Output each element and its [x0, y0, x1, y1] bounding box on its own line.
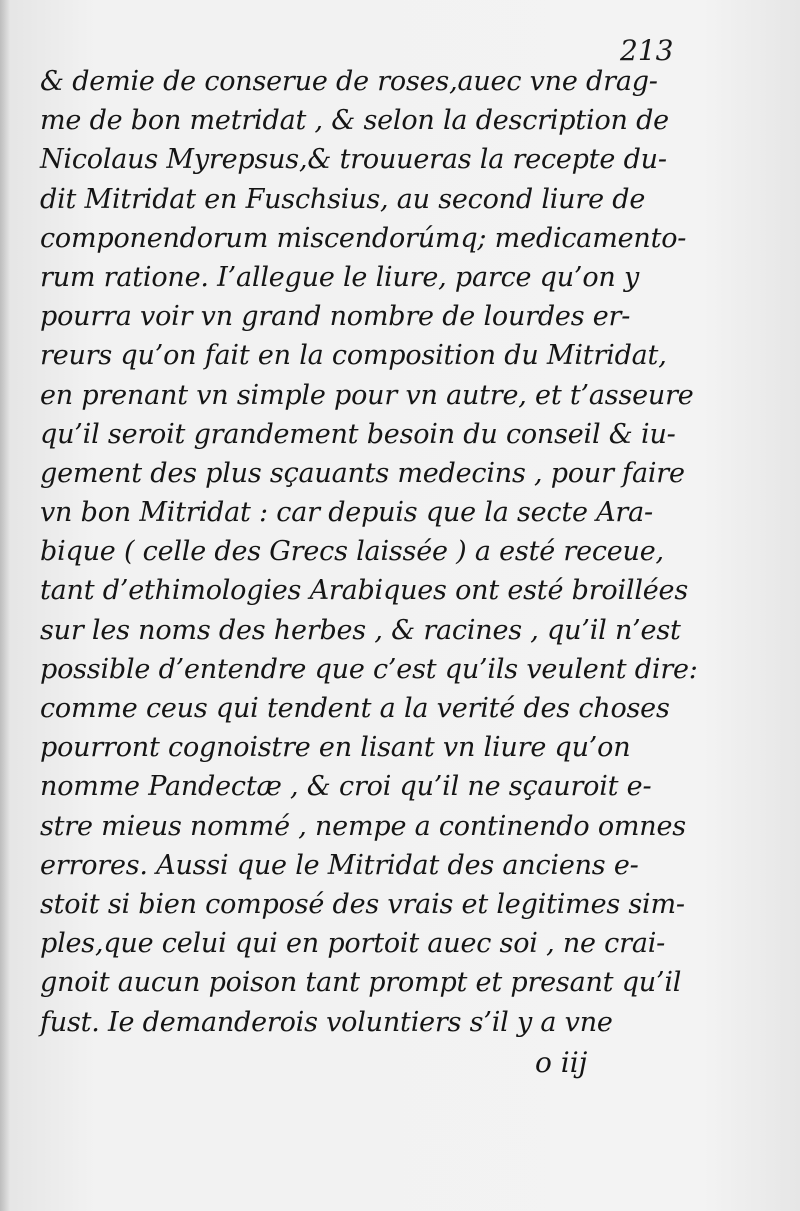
text-line: en prenant vn simple pour vn autre, et t’asseure [40, 379, 694, 411]
text-line: stre mieus nommé , nempe a continendo omnes [40, 810, 686, 842]
text-line: & demie de conserue de roses,auec vne drag- [40, 66, 658, 97]
gutter-shadow [0, 0, 10, 1211]
page-number: 213 [620, 34, 674, 67]
text-line: fust. Ie demanderois voluntiers s’il y a vne [40, 1006, 613, 1038]
text-line: bique ( celle des Grecs laissée ) a esté receue, [40, 536, 664, 568]
text-line: ples,que celui qui en portoit auec soi , ne crai- [40, 928, 666, 960]
signature-mark: o iij [535, 1046, 588, 1079]
text-line: errores. Aussi que le Mitridat des anciens e- [40, 849, 639, 881]
text-line: stoit si bien composé des vrais et legitimes sim- [40, 888, 685, 920]
text-line: Nicolaus Myrepsus,& trouueras la recepte du- [40, 144, 667, 176]
text-line: comme ceus qui tendent a la verité des choses [40, 693, 670, 724]
text-line: tant d’ethimologies Arabiques ont esté broillées [40, 575, 688, 607]
text-line: reurs qu’on fait en la composition du Mitridat, [40, 340, 667, 372]
text-line: componendorum miscendorúmq; medicamento- [40, 222, 687, 254]
text-line: vn bon Mitridat : car depuis que la secte Ara- [40, 497, 653, 529]
text-line: pourront cognoistre en lisant vn liure qu’on [40, 732, 631, 764]
text-line: possible d’entendre que c’est qu’ils veulent dire: [40, 653, 698, 685]
text-line: qu’il seroit grandement besoin du conseil & iu- [40, 418, 676, 450]
text-line: rum ratione. I’allegue le liure, parce qu’on y [40, 261, 639, 293]
text-line: sur les noms des herbes , & racines , qu’il n’est [40, 614, 681, 646]
body-text [40, 62, 698, 1042]
text-line: me de bon metridat , & selon la description de [40, 105, 669, 137]
text-line: pourra voir vn grand nombre de lourdes er- [40, 301, 631, 333]
text-line: gnoit aucun poison tant prompt et presant qu’il [40, 967, 682, 999]
text-line: dit Mitridat en Fuschsius, au second liure de [40, 183, 646, 215]
text-line: gement des plus sçauants medecins , pour faire [40, 457, 685, 489]
text-line: nomme Pandectæ , & croi qu’il ne sçauroit e- [40, 771, 652, 803]
